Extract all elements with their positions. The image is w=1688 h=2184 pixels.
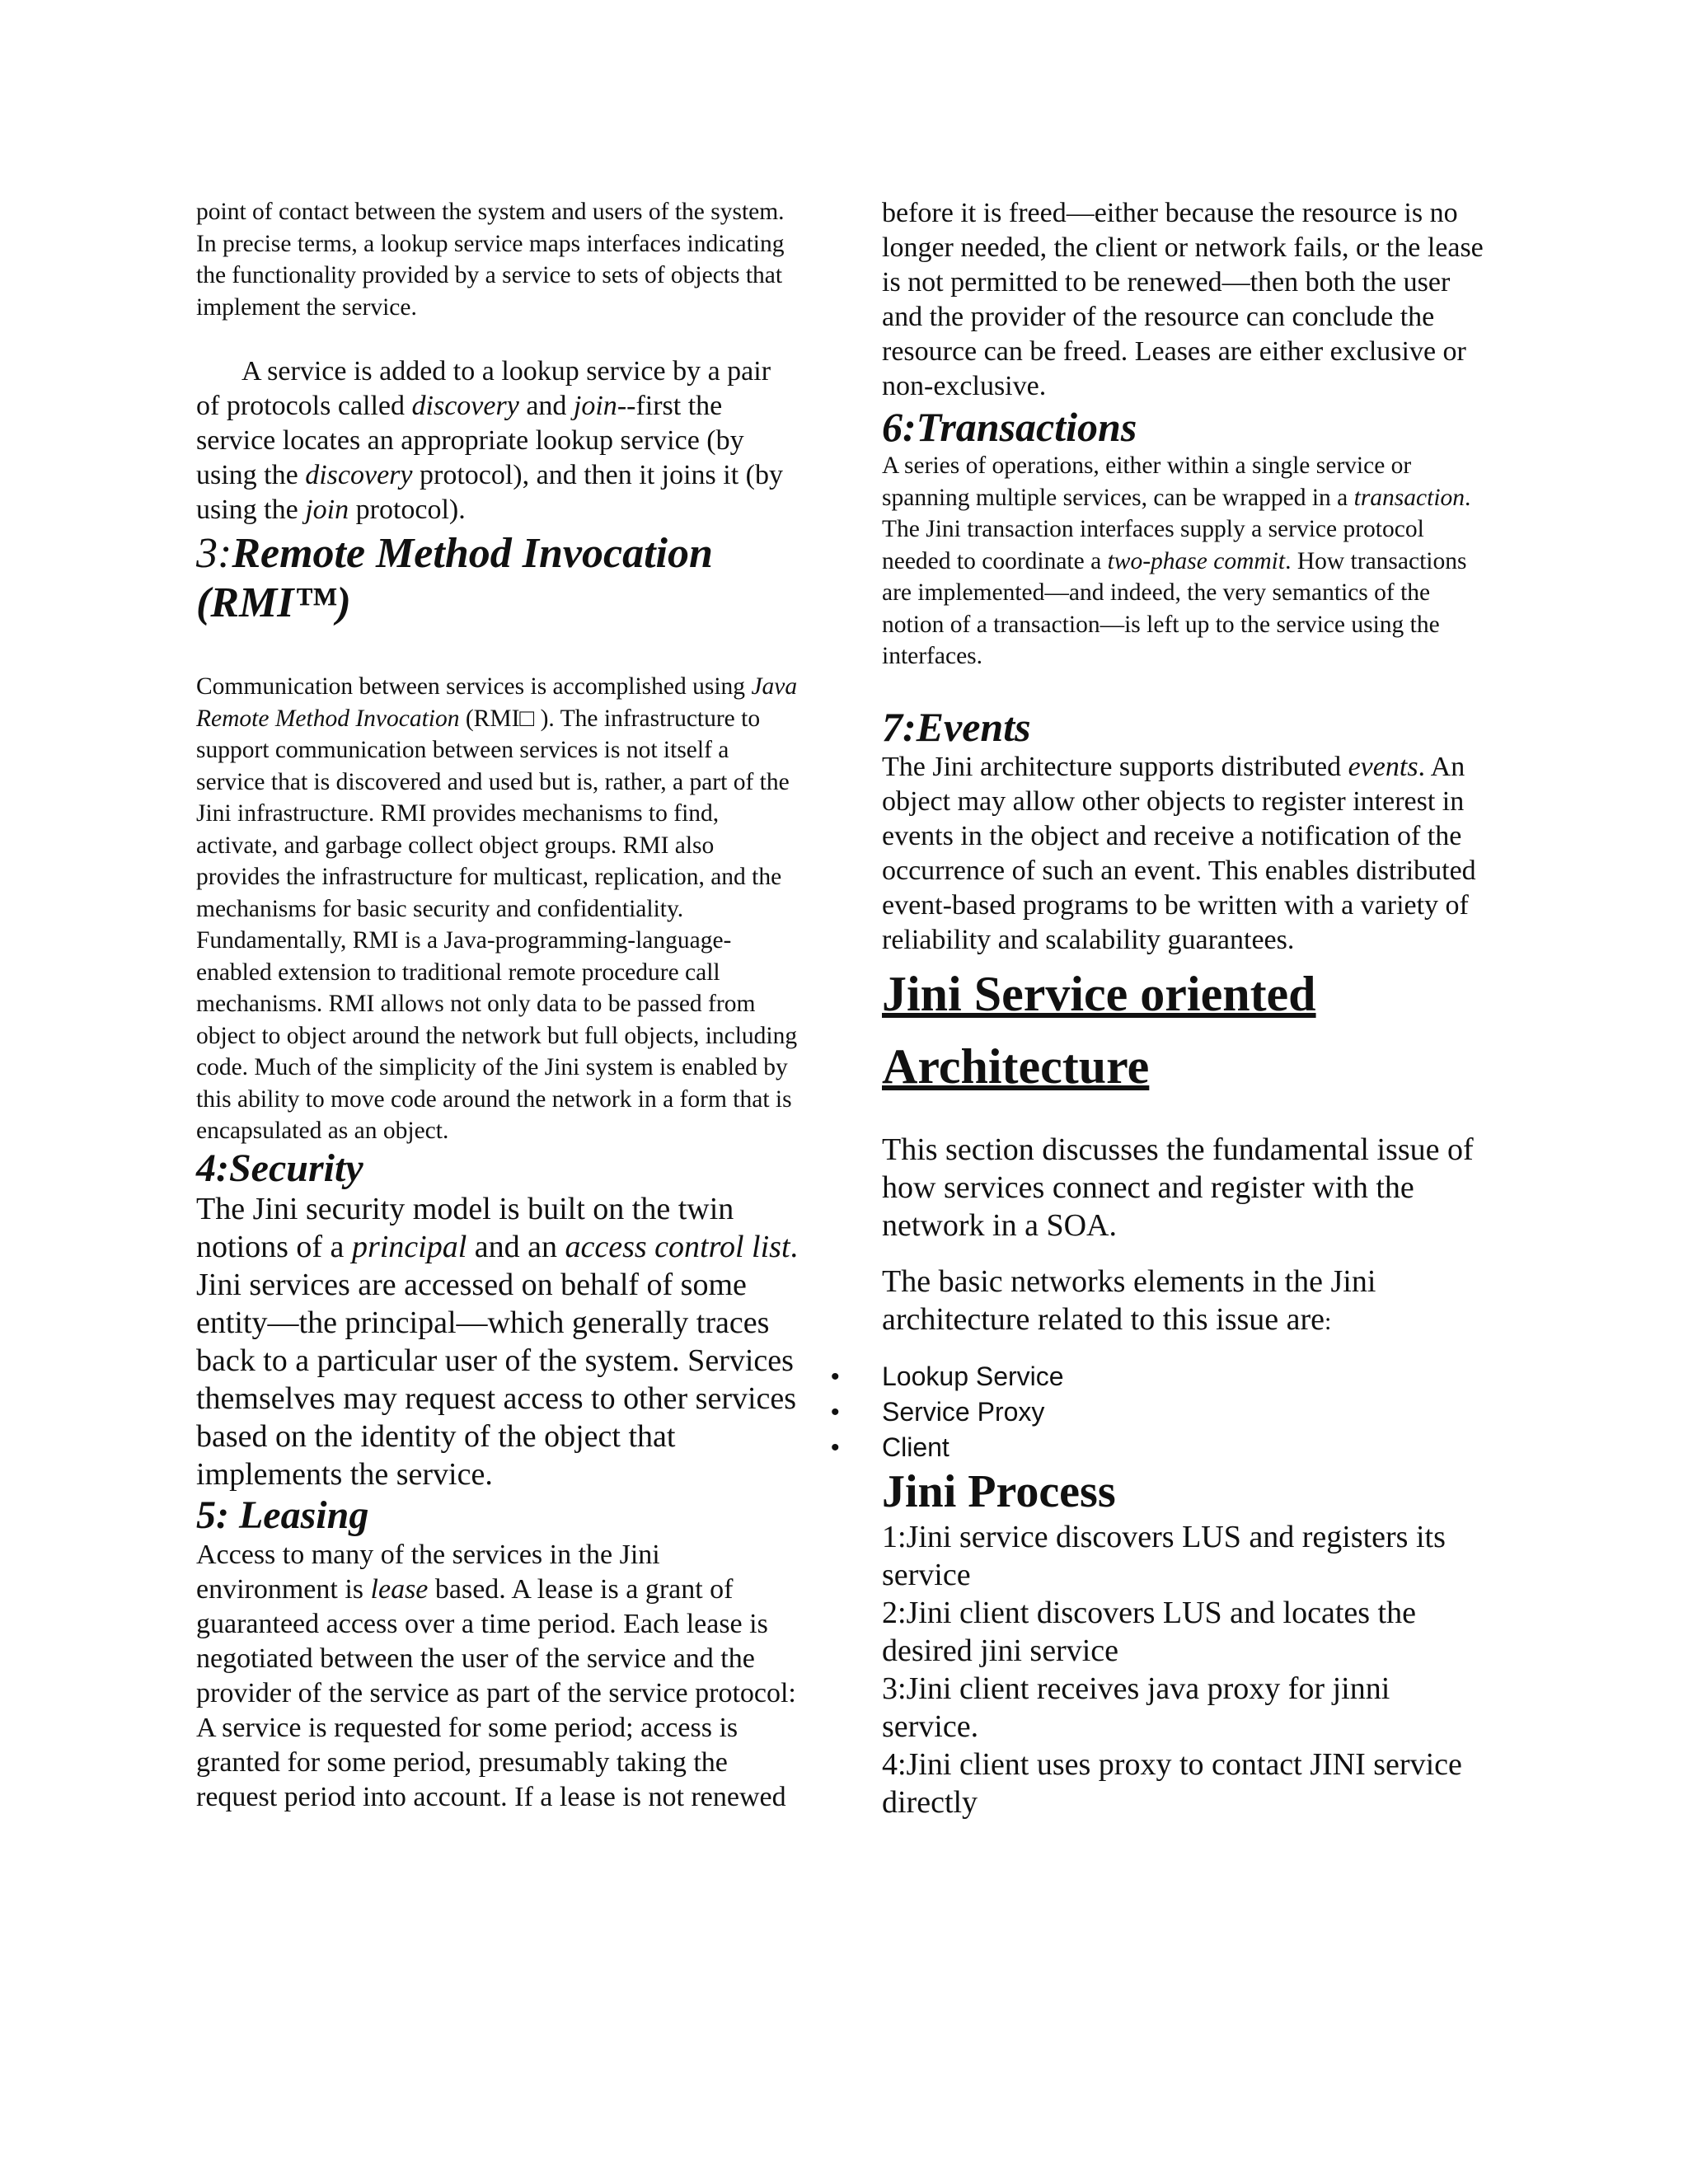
leasing-paragraph: Access to many of the services in the Jini environment is lease based. A lease is a grant of guaranteed access over a time period. Each lease is negotiated between the user of the service and the provider of the service as part of the service protocol: A service is requested for some period; access is granted for some period, presumably taking the request period into account. If a lease is not renewed [196, 1539, 796, 1812]
list-item: • Lookup Service [882, 1359, 1492, 1394]
soa-paragraph-1: This section discusses the fundamental issue of how services connect and register with the network in a SOA. [882, 1132, 1474, 1243]
process-step: 4:Jini client uses proxy to contact JINI service directly [882, 1746, 1462, 1820]
process-step: 2:Jini client discovers LUS and locates the desired jini service [882, 1595, 1416, 1668]
security-heading: 4:Security [196, 1146, 363, 1190]
lookup-paragraph: A service is added to a lookup service by a pair of protocols called discovery and join--first the service locates an appropriate lookup service (by using the discovery protocol), and then it joins it (by using the join protocol). [196, 356, 783, 525]
events-heading: 7:Events [882, 703, 1031, 750]
network-elements-list [831, 1359, 1492, 1465]
list-item: • Client [882, 1430, 1492, 1465]
process-step: 1:Jini service discovers LUS and registers its service [882, 1519, 1446, 1592]
soa-heading: Jini Service oriented Architecture [882, 966, 1316, 1094]
leasing-heading: 5: Leasing [196, 1493, 369, 1537]
process-heading: Jini Process [882, 1465, 1116, 1517]
bullet-icon: • [831, 1398, 840, 1426]
bullet-icon: • [831, 1362, 840, 1390]
rmi-heading: 3:Remote Method Invocation (RMI™) [196, 530, 713, 626]
rmi-paragraph: Communication between services is accomplished using Java Remote Method Invocation (RMI□ ). The infrastructure to support communication between services is not itself a service that is discovered and used but is, rather, a part of the Jini infrastructure. RMI provides mechanisms to find, activate, and garbage collect object groups. RMI also provides the infrastructure for multicast, replication, and the mechanisms for basic security and confidentiality. Fundamentally, RMI is a Java-programming-language-enabled extension to traditional remote procedure call mechanisms. RMI allows not only data to be passed from object to object around the network but full objects, including code. Much of the simplicity of the Jini system is enabled by this ability to move code around the network in a form that is encapsulated as an object. [196, 673, 798, 1144]
soa-paragraph-2: The basic networks elements in the Jini architecture related to this issue are: [882, 1263, 1376, 1337]
left-column [196, 196, 798, 1815]
events-paragraph: The Jini architecture supports distributed events. An object may allow other objects to register interest in events in the object and receive a notification of the occurrence of such an event. This enables distributed event-based programs to be written with a variety of reliability and scalability guarantees. [882, 751, 1476, 955]
process-step: 3:Jini client receives java proxy for jinni service. [882, 1671, 1390, 1744]
lease-continuation: before it is freed—either because the resource is no longer needed, the client or network fails, or the lease is not permitted to be renewed—then both the user and the provider of the resource can conclude the resource can be freed. Leases are either exclusive or non-exclusive. [882, 198, 1484, 401]
intro-paragraph: point of contact between the system and users of the system. In precise terms, a lookup service maps interfaces indicating the functionality provided by a service to sets of objects that implement the service. [196, 199, 785, 321]
bullet-icon: • [831, 1433, 840, 1461]
right-column [831, 196, 1492, 1821]
list-item: • Service Proxy [882, 1394, 1492, 1430]
transactions-heading: 6:Transactions [882, 404, 1137, 450]
transactions-paragraph: A series of operations, either within a single service or spanning multiple services, can be wrapped in a transaction. The Jini transaction interfaces supply a service protocol needed to coordinate a two-phase commit. How transactions are implemented—and indeed, the very semantics of the notion of a transaction—is left up to the service using the interfaces. [882, 452, 1471, 669]
security-paragraph: The Jini security model is built on the twin notions of a principal and an access control list. Jini services are accessed on behalf of some entity—the principal—which generally traces back to a particular user of the system. Services themselves may request access to other services based on the identity of the object that implements the service. [196, 1191, 798, 1492]
